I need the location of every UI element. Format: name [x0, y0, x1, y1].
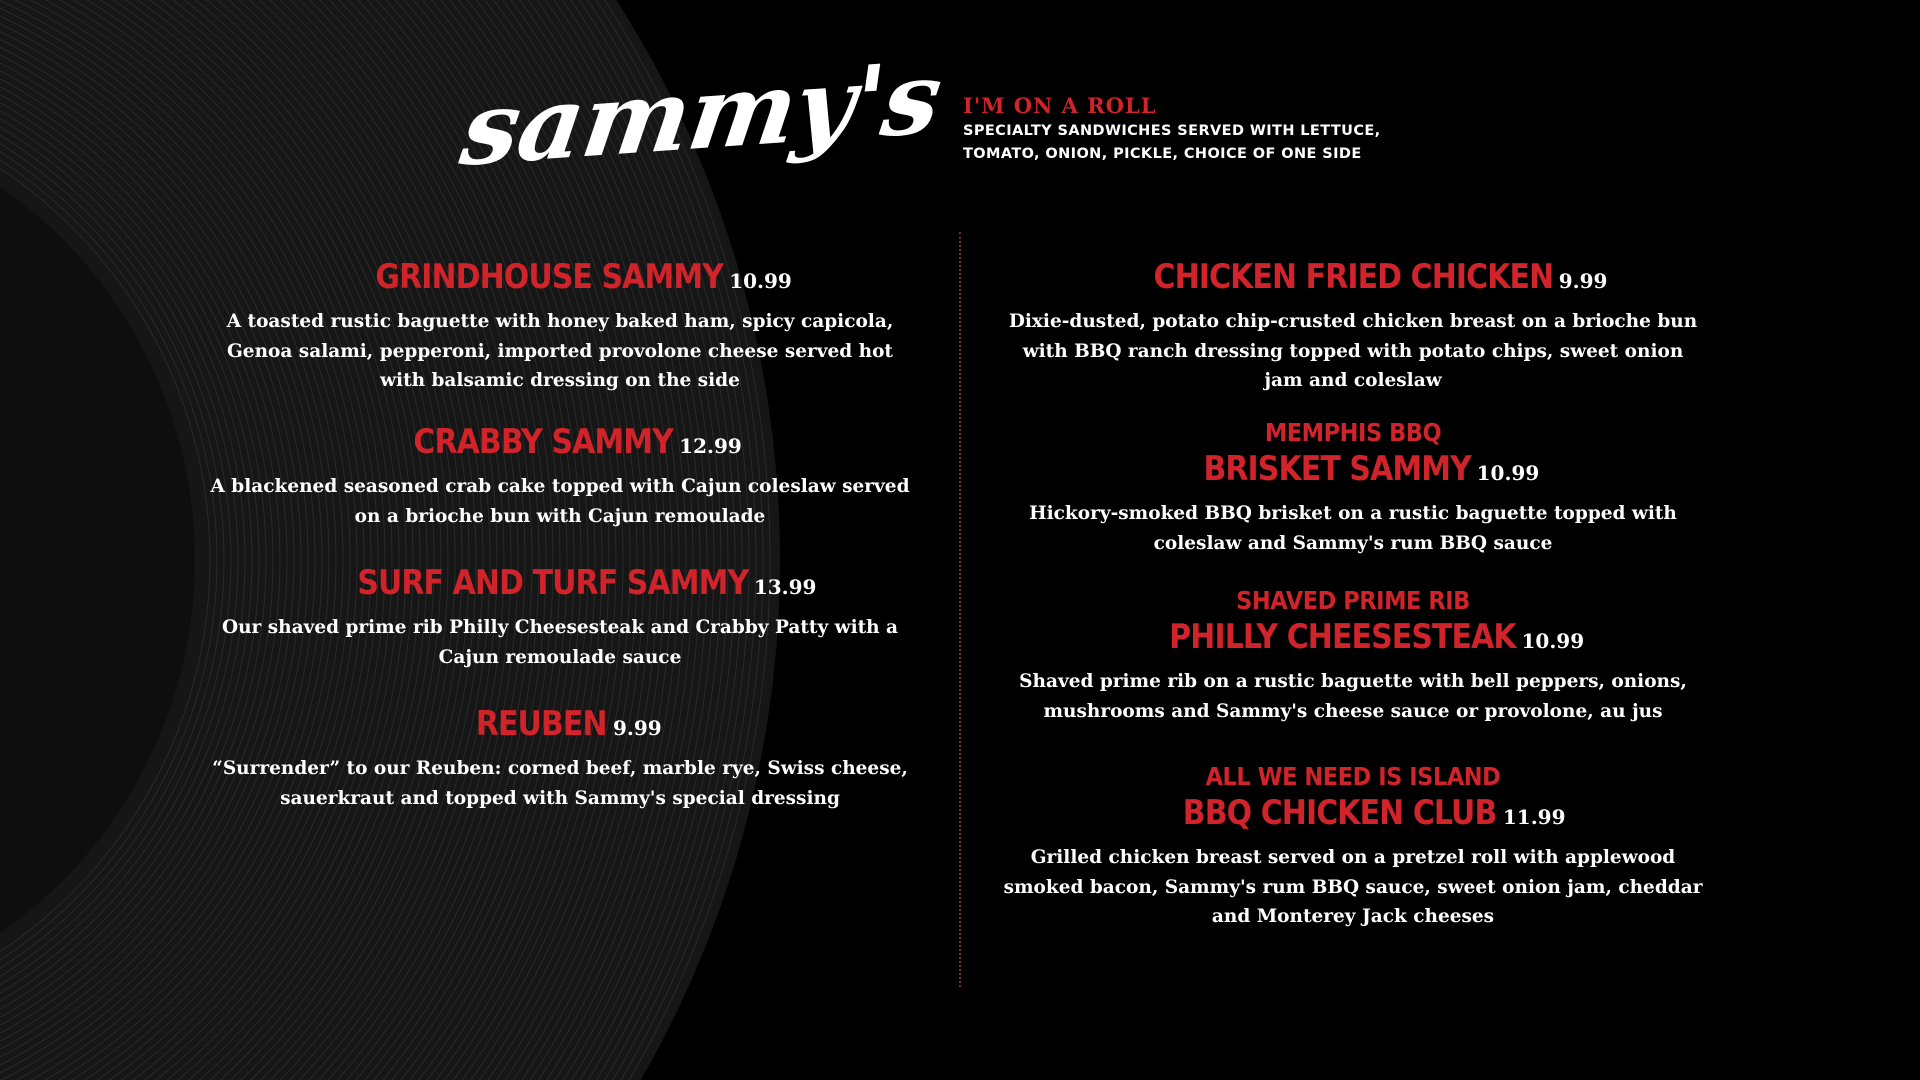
- menu-item-grindhouse-sammy: [210, 256, 910, 396]
- column-divider: [959, 232, 961, 987]
- item-heading: [210, 703, 910, 752]
- item-name: PHILLY CHEESESTEAK: [1169, 617, 1516, 657]
- item-description: Shaved prime rib on a rustic baguette with bell peppers, onions, mushrooms and Sammy's cheese sauce or provolone, au jus: [1019, 671, 1687, 722]
- item-subheading: ALL WE NEED IS ISLAND: [1205, 762, 1501, 791]
- menu-item-philly-cheesesteak: [1003, 586, 1703, 726]
- menu-item-surf-and-turf-sammy: [210, 562, 910, 672]
- section-subtitle: SPECIALTY SANDWICHES SERVED WITH LETTUCE, TOMATO, ONION, PICKLE, CHOICE OF ONE SIDE: [963, 123, 1381, 162]
- item-heading: [1003, 448, 1703, 497]
- item-description: A toasted rustic baguette with honey baked ham, spicy capicola, Genoa salami, pepperoni, imported provolone cheese served hot with balsamic dressing on the side: [226, 311, 894, 391]
- item-name: CHICKEN FRIED CHICKEN: [1153, 257, 1553, 297]
- menu-item-memphis-bbq-brisket-sammy: [1003, 418, 1703, 558]
- menu-item-bbq-chicken-club: [1003, 762, 1703, 932]
- item-heading: [210, 562, 910, 611]
- item-price: 10.99: [729, 269, 792, 293]
- item-heading: [1003, 256, 1703, 305]
- item-name: SURF AND TURF SAMMY: [356, 563, 748, 603]
- sammys-logo: [454, 38, 948, 230]
- item-description: Hickory-smoked BBQ brisket on a rustic baguette topped with coleslaw and Sammy's rum BBQ sauce: [1029, 503, 1677, 554]
- section-title: I'M ON A ROLL: [963, 93, 1157, 118]
- item-heading: [1003, 616, 1703, 665]
- item-description: Our shaved prime rib Philly Cheesesteak and Crabby Patty with a Cajun remoulade sauce: [221, 617, 899, 668]
- item-description: “Surrender” to our Reuben: corned beef, marble rye, Swiss cheese, sauerkraut and topped with Sammy's special dressing: [212, 758, 908, 809]
- item-name: CRABBY SAMMY: [413, 422, 674, 462]
- item-name: GRINDHOUSE SAMMY: [375, 257, 724, 297]
- item-name: BRISKET SAMMY: [1203, 449, 1471, 489]
- menu-item-reuben: [210, 703, 910, 813]
- item-heading: [1003, 792, 1703, 841]
- item-price: 10.99: [1521, 629, 1585, 653]
- item-price: 11.99: [1502, 805, 1566, 829]
- item-price: 13.99: [753, 575, 817, 599]
- item-price: 10.99: [1476, 461, 1540, 485]
- item-heading: [210, 421, 910, 470]
- item-price: 9.99: [612, 716, 662, 740]
- item-name: REUBEN: [476, 704, 607, 744]
- item-subheading: SHAVED PRIME RIB: [1236, 586, 1470, 615]
- item-price: 12.99: [679, 434, 742, 458]
- menu-item-crabby-sammy: [210, 421, 910, 531]
- logo-wordmark: sammy's: [454, 38, 948, 189]
- item-heading: [210, 256, 910, 305]
- menu-item-chicken-fried-chicken: [1003, 256, 1703, 396]
- item-name: BBQ CHICKEN CLUB: [1183, 793, 1497, 833]
- item-description: A blackened seasoned crab cake topped with Cajun coleslaw served on a brioche bun with Cajun remoulade: [210, 476, 910, 527]
- item-price: 9.99: [1558, 269, 1608, 293]
- item-subheading: MEMPHIS BBQ: [1264, 418, 1442, 447]
- item-description: Dixie-dusted, potato chip-crusted chicken breast on a brioche bun with BBQ ranch dressing topped with potato chips, sweet onion jam and coleslaw: [1008, 311, 1698, 391]
- item-description: Grilled chicken breast served on a pretzel roll with applewood smoked bacon, Sammy's rum BBQ sauce, sweet onion jam, cheddar and Monterey Jack cheeses: [1003, 847, 1703, 927]
